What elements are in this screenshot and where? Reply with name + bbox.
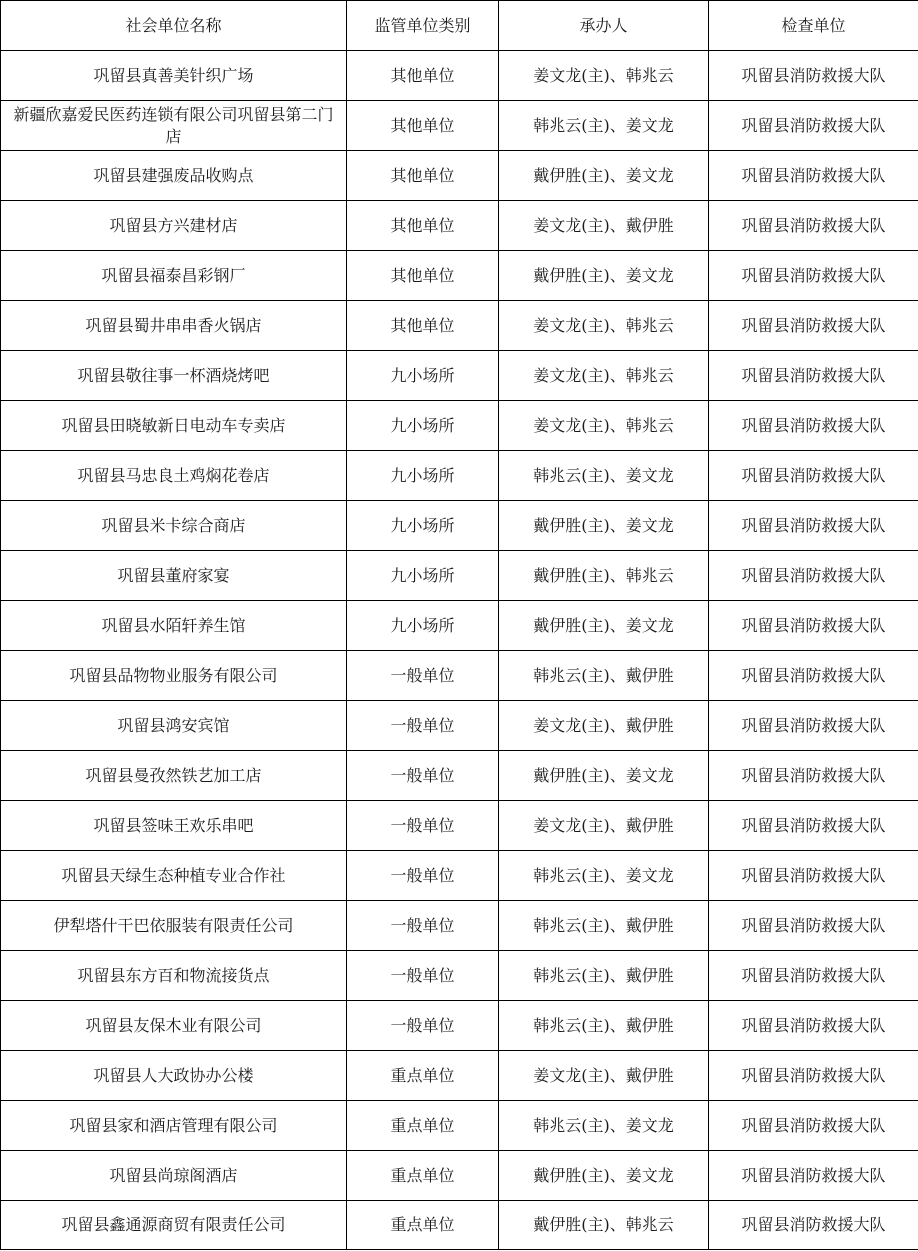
category-cell: 其他单位 xyxy=(347,151,499,201)
unit-name-cell: 新疆欣嘉爱民医药连锁有限公司巩留县第二门店 xyxy=(1,101,347,151)
handler-cell: 戴伊胜(主)、姜文龙 xyxy=(499,251,709,301)
table-row xyxy=(1,301,918,351)
unit-name-cell: 巩留县曼孜然铁艺加工店 xyxy=(1,751,347,801)
handler-cell: 戴伊胜(主)、姜文龙 xyxy=(499,601,709,651)
table-row xyxy=(1,351,918,401)
category-cell: 其他单位 xyxy=(347,101,499,151)
inspection-unit-cell: 巩留县消防救援大队 xyxy=(709,901,918,951)
inspection-unit-cell: 巩留县消防救援大队 xyxy=(709,1001,918,1051)
table-row xyxy=(1,701,918,751)
handler-cell: 韩兆云(主)、姜文龙 xyxy=(499,1101,709,1151)
header-handler: 承办人 xyxy=(499,1,709,51)
table-row xyxy=(1,751,918,801)
unit-name-cell: 巩留县水陌轩养生馆 xyxy=(1,601,347,651)
handler-cell: 韩兆云(主)、姜文龙 xyxy=(499,451,709,501)
category-cell: 九小场所 xyxy=(347,401,499,451)
inspection-unit-cell: 巩留县消防救援大队 xyxy=(709,401,918,451)
table-row xyxy=(1,151,918,201)
unit-name-cell: 巩留县品物物业服务有限公司 xyxy=(1,651,347,701)
table-row xyxy=(1,1001,918,1051)
category-cell: 九小场所 xyxy=(347,551,499,601)
handler-cell: 姜文龙(主)、韩兆云 xyxy=(499,401,709,451)
inspection-unit-cell: 巩留县消防救援大队 xyxy=(709,1051,918,1101)
unit-name-cell: 伊犁塔什干巴依服装有限责任公司 xyxy=(1,901,347,951)
handler-cell: 姜文龙(主)、韩兆云 xyxy=(499,351,709,401)
category-cell: 其他单位 xyxy=(347,51,499,101)
category-cell: 重点单位 xyxy=(347,1201,499,1250)
inspection-unit-cell: 巩留县消防救援大队 xyxy=(709,851,918,901)
table-body xyxy=(1,51,918,1250)
inspection-unit-cell: 巩留县消防救援大队 xyxy=(709,101,918,151)
category-cell: 九小场所 xyxy=(347,501,499,551)
handler-cell: 戴伊胜(主)、姜文龙 xyxy=(499,151,709,201)
unit-name-cell: 巩留县米卡综合商店 xyxy=(1,501,347,551)
handler-cell: 姜文龙(主)、韩兆云 xyxy=(499,51,709,101)
table-row xyxy=(1,251,918,301)
table-row xyxy=(1,651,918,701)
unit-name-cell: 巩留县真善美针织广场 xyxy=(1,51,347,101)
category-cell: 一般单位 xyxy=(347,951,499,1001)
handler-cell: 姜文龙(主)、戴伊胜 xyxy=(499,201,709,251)
inspection-unit-cell: 巩留县消防救援大队 xyxy=(709,1201,918,1250)
table-row xyxy=(1,951,918,1001)
inspection-unit-cell: 巩留县消防救援大队 xyxy=(709,651,918,701)
inspection-unit-cell: 巩留县消防救援大队 xyxy=(709,1101,918,1151)
unit-name-cell: 巩留县蜀井串串香火锅店 xyxy=(1,301,347,351)
table-row xyxy=(1,1051,918,1101)
unit-name-cell: 巩留县东方百和物流接货点 xyxy=(1,951,347,1001)
inspection-unit-cell: 巩留县消防救援大队 xyxy=(709,801,918,851)
unit-name-cell: 巩留县福泰昌彩钢厂 xyxy=(1,251,347,301)
category-cell: 九小场所 xyxy=(347,601,499,651)
category-cell: 其他单位 xyxy=(347,251,499,301)
handler-cell: 韩兆云(主)、戴伊胜 xyxy=(499,651,709,701)
category-cell: 一般单位 xyxy=(347,851,499,901)
inspection-unit-cell: 巩留县消防救援大队 xyxy=(709,1151,918,1201)
handler-cell: 韩兆云(主)、姜文龙 xyxy=(499,851,709,901)
inspection-unit-cell: 巩留县消防救援大队 xyxy=(709,251,918,301)
category-cell: 一般单位 xyxy=(347,751,499,801)
table-row xyxy=(1,1101,918,1151)
category-cell: 一般单位 xyxy=(347,1001,499,1051)
handler-cell: 戴伊胜(主)、姜文龙 xyxy=(499,751,709,801)
handler-cell: 姜文龙(主)、韩兆云 xyxy=(499,301,709,351)
handler-cell: 姜文龙(主)、戴伊胜 xyxy=(499,1051,709,1101)
category-cell: 一般单位 xyxy=(347,801,499,851)
category-cell: 一般单位 xyxy=(347,651,499,701)
inspection-unit-cell: 巩留县消防救援大队 xyxy=(709,151,918,201)
inspection-unit-cell: 巩留县消防救援大队 xyxy=(709,501,918,551)
category-cell: 其他单位 xyxy=(347,201,499,251)
inspection-unit-cell: 巩留县消防救援大队 xyxy=(709,951,918,1001)
unit-name-cell: 巩留县尚琼阁酒店 xyxy=(1,1151,347,1201)
header-row xyxy=(1,1,918,51)
handler-cell: 姜文龙(主)、戴伊胜 xyxy=(499,701,709,751)
table-row xyxy=(1,201,918,251)
unit-name-cell: 巩留县友保木业有限公司 xyxy=(1,1001,347,1051)
table-row xyxy=(1,1151,918,1201)
table-row xyxy=(1,101,918,151)
unit-name-cell: 巩留县鸿安宾馆 xyxy=(1,701,347,751)
unit-name-cell: 巩留县方兴建材店 xyxy=(1,201,347,251)
handler-cell: 韩兆云(主)、戴伊胜 xyxy=(499,901,709,951)
table-row xyxy=(1,501,918,551)
handler-cell: 韩兆云(主)、戴伊胜 xyxy=(499,1001,709,1051)
category-cell: 重点单位 xyxy=(347,1101,499,1151)
unit-name-cell: 巩留县董府家宴 xyxy=(1,551,347,601)
inspection-unit-cell: 巩留县消防救援大队 xyxy=(709,201,918,251)
category-cell: 其他单位 xyxy=(347,301,499,351)
handler-cell: 姜文龙(主)、戴伊胜 xyxy=(499,801,709,851)
inspection-unit-cell: 巩留县消防救援大队 xyxy=(709,601,918,651)
handler-cell: 韩兆云(主)、戴伊胜 xyxy=(499,951,709,1001)
inspection-unit-cell: 巩留县消防救援大队 xyxy=(709,701,918,751)
header-inspection-unit: 检查单位 xyxy=(709,1,918,51)
table-row xyxy=(1,51,918,101)
table-row xyxy=(1,1201,918,1250)
inspection-unit-cell: 巩留县消防救援大队 xyxy=(709,51,918,101)
table-row xyxy=(1,851,918,901)
handler-cell: 韩兆云(主)、姜文龙 xyxy=(499,101,709,151)
inspection-unit-cell: 巩留县消防救援大队 xyxy=(709,751,918,801)
unit-name-cell: 巩留县签味王欢乐串吧 xyxy=(1,801,347,851)
table-row xyxy=(1,451,918,501)
header-unit-name: 社会单位名称 xyxy=(1,1,347,51)
table-row xyxy=(1,401,918,451)
unit-name-cell: 巩留县天绿生态种植专业合作社 xyxy=(1,851,347,901)
unit-name-cell: 巩留县马忠良土鸡焖花卷店 xyxy=(1,451,347,501)
category-cell: 九小场所 xyxy=(347,351,499,401)
table-row xyxy=(1,801,918,851)
unit-name-cell: 巩留县家和酒店管理有限公司 xyxy=(1,1101,347,1151)
unit-name-cell: 巩留县敬往事一杯酒烧烤吧 xyxy=(1,351,347,401)
handler-cell: 戴伊胜(主)、韩兆云 xyxy=(499,551,709,601)
unit-name-cell: 巩留县鑫通源商贸有限责任公司 xyxy=(1,1201,347,1250)
inspection-unit-cell: 巩留县消防救援大队 xyxy=(709,301,918,351)
category-cell: 一般单位 xyxy=(347,901,499,951)
inspection-unit-cell: 巩留县消防救援大队 xyxy=(709,351,918,401)
header-supervision-category: 监管单位类别 xyxy=(347,1,499,51)
unit-name-cell: 巩留县人大政协办公楼 xyxy=(1,1051,347,1101)
inspection-unit-cell: 巩留县消防救援大队 xyxy=(709,451,918,501)
inspection-unit-cell: 巩留县消防救援大队 xyxy=(709,551,918,601)
category-cell: 重点单位 xyxy=(347,1151,499,1201)
category-cell: 重点单位 xyxy=(347,1051,499,1101)
unit-name-cell: 巩留县田晓敏新日电动车专卖店 xyxy=(1,401,347,451)
category-cell: 一般单位 xyxy=(347,701,499,751)
handler-cell: 戴伊胜(主)、韩兆云 xyxy=(499,1201,709,1250)
table-row xyxy=(1,551,918,601)
handler-cell: 戴伊胜(主)、姜文龙 xyxy=(499,501,709,551)
table-row xyxy=(1,901,918,951)
category-cell: 九小场所 xyxy=(347,451,499,501)
unit-name-cell: 巩留县建强废品收购点 xyxy=(1,151,347,201)
table-row xyxy=(1,601,918,651)
handler-cell: 戴伊胜(主)、姜文龙 xyxy=(499,1151,709,1201)
